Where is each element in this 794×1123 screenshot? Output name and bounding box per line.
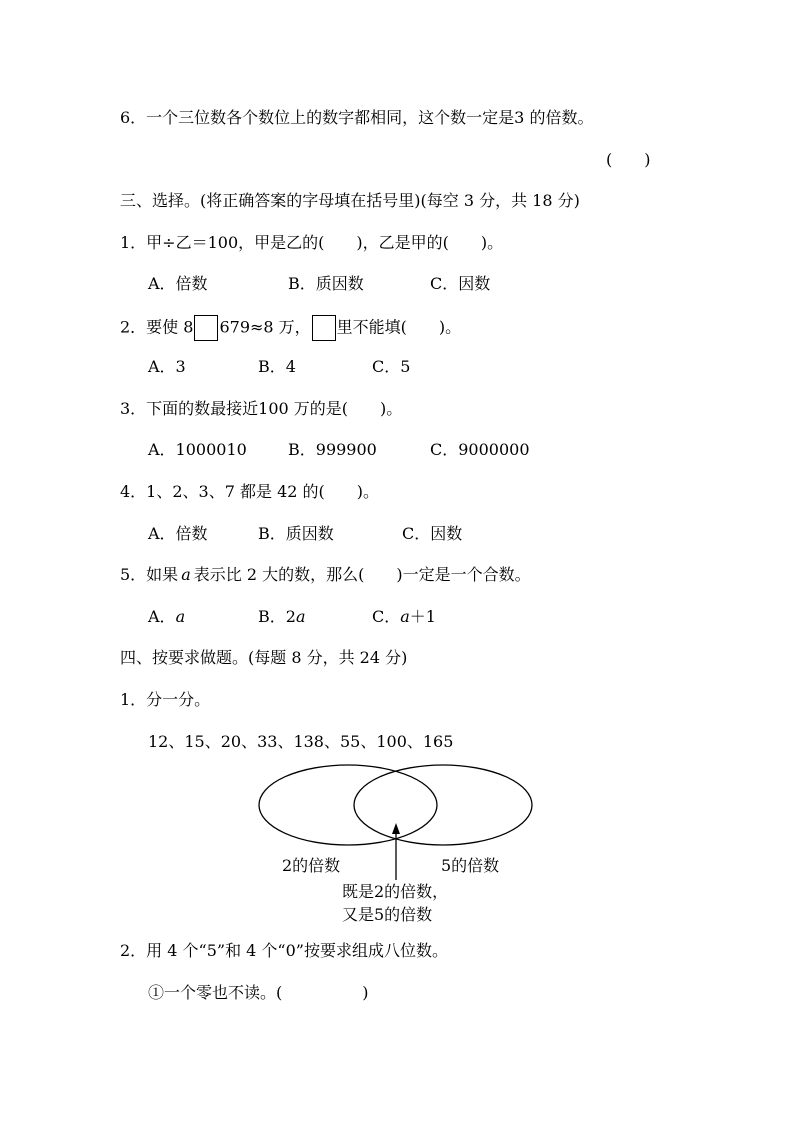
venn-center-label-2: 又是5的倍数 xyxy=(342,905,433,924)
choice5-option-a[interactable] xyxy=(148,606,185,628)
choice1-option-c[interactable]: C．因数 xyxy=(430,274,491,293)
task2-sub1[interactable]: ①一个零也不读。( ) xyxy=(148,983,369,1002)
option-prefix: A． xyxy=(148,607,176,626)
section4-title: 四、按要求做题。(每题 8 分，共 24 分) xyxy=(120,648,408,667)
option-variable: a xyxy=(175,607,186,626)
choice3-option-a[interactable]: A．1000010 xyxy=(148,440,247,459)
choice2-stem-part3: 里不能填( )。 xyxy=(336,317,462,337)
digit-box-reference xyxy=(312,315,336,341)
option-variable: a xyxy=(295,607,306,626)
choice5-option-c[interactable] xyxy=(372,606,436,628)
choice4-option-b[interactable]: B．质因数 xyxy=(258,524,334,543)
section3-title: 三、选择。(将正确答案的字母填在括号里)(每空 3 分，共 18 分) xyxy=(120,191,580,210)
choice3-option-b[interactable]: B．999900 xyxy=(288,440,377,459)
digit-box[interactable] xyxy=(194,315,218,341)
venn-left-label: 2的倍数 xyxy=(282,856,341,875)
venn-right-label: 5的倍数 xyxy=(441,856,500,875)
venn-center-label-1: 既是2的倍数， xyxy=(342,882,449,901)
choice5-stem-part2: 表示比 2 大的数，那么( )一定是一个合数。 xyxy=(193,565,531,584)
choice5-option-b[interactable] xyxy=(258,606,306,628)
choice3-stem: 3．下面的数最接近100 万的是( )。 xyxy=(120,399,403,418)
choice2-option-c[interactable]: C．5 xyxy=(372,357,411,376)
task1-numbers: 12、15、20、33、138、55、100、165 xyxy=(148,732,454,751)
venn-right-set[interactable] xyxy=(354,765,532,845)
choice1-option-a[interactable]: A．倍数 xyxy=(148,274,208,293)
choice3-option-c[interactable]: C．9000000 xyxy=(430,440,530,459)
choice2-stem-part2: 679≈8 万， xyxy=(219,317,311,337)
choice1-option-b[interactable]: B．质因数 xyxy=(288,274,364,293)
variable-a: a xyxy=(181,565,191,584)
choice2-option-b[interactable]: B．4 xyxy=(258,357,296,376)
choice4-stem: 4．1、2、3、7 都是 42 的( )。 xyxy=(120,482,380,501)
task2-title: 2．用 4 个“5”和 4 个“0”按要求组成八位数。 xyxy=(120,941,448,960)
option-prefix: C． xyxy=(372,607,401,626)
option-variable: a xyxy=(400,607,410,626)
choice2-option-a[interactable]: A．3 xyxy=(148,357,186,376)
choice2-stem xyxy=(120,315,461,341)
choice4-option-c[interactable]: C．因数 xyxy=(402,524,463,543)
venn-diagram xyxy=(0,760,794,960)
choice5-stem-part1: 5．如果 xyxy=(120,565,179,584)
q6-answer-paren[interactable]: ( ) xyxy=(606,150,651,169)
choice2-stem-part1: 2．要使 8 xyxy=(120,317,194,337)
venn-left-set[interactable] xyxy=(259,765,437,845)
option-prefix: B．2 xyxy=(258,607,296,626)
task1-title: 1．分一分。 xyxy=(120,690,211,709)
choice1-stem: 1．甲÷乙＝100，甲是乙的( )，乙是甲的( )。 xyxy=(120,233,504,252)
choice4-option-a[interactable]: A．倍数 xyxy=(148,524,208,543)
q6-text: 6．一个三位数各个数位上的数字都相同，这个数一定是3 的倍数。 xyxy=(120,108,594,127)
choice5-stem xyxy=(120,564,531,586)
arrow-up-icon xyxy=(392,823,400,834)
option-suffix: ＋1 xyxy=(409,607,436,626)
